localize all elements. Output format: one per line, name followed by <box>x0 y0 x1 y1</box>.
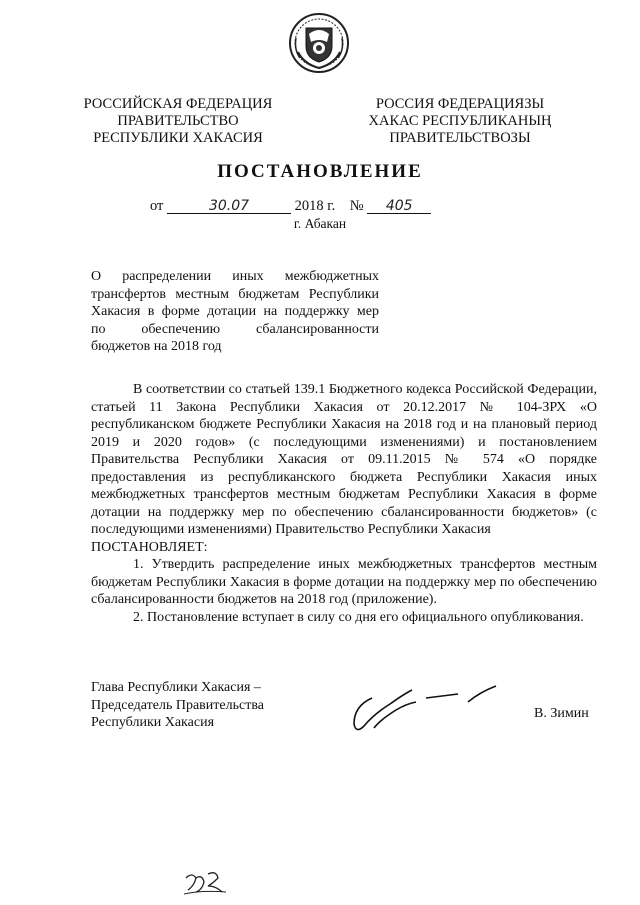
header-right-block <box>340 96 580 147</box>
subject-line: по обеспечению сбалансированности <box>91 321 379 337</box>
signatory-position <box>91 679 264 732</box>
document-body <box>91 381 597 626</box>
subject-line: бюджетов на 2018 год <box>91 339 222 354</box>
header-left-block <box>62 96 294 147</box>
year-text: 2018 г. <box>294 198 336 214</box>
number-sign: № <box>349 198 364 214</box>
document-title: ПОСТАНОВЛЕНИЕ <box>217 161 423 182</box>
handwritten-signature-icon <box>350 684 500 736</box>
preamble-paragraph: В соответствии со статьей 139.1 Бюджетного кодекса Российской Федерации, статьей 11 Закона Республики Хакасия от 20.12.2017 № 104-ЗРХ «О республиканском бюджете Республики Хакасия на 2018 год и на плановый период 2019 и 2020 годов» (с последующими изменениями) и постановлением Правительства Республики Хакасия от 09.11.2015 № 574 «О порядке предоставления из республиканского бюджета Республики Хакасия иных межбюджетных трансфертов местным бюджетам Республики Хакасия в форме дотации на поддержку мер по обеспечению сбалансированности бюджетов» (с последующими изменениями) Правительство Республики Хакасия <box>91 382 597 537</box>
handwritten-date: 30.07 <box>167 199 291 214</box>
document-subject <box>91 268 379 356</box>
resolves-keyword: ПОСТАНОВЛЯЕТ: <box>91 539 208 555</box>
handwritten-number: 405 <box>367 199 431 214</box>
subject-line: трансфертов местным бюджетам Республики <box>91 286 379 302</box>
header-right-line: ХАКАС РЕСПУБЛИКАНЫҢ <box>368 113 552 129</box>
coat-of-arms-emblem-icon <box>288 12 350 74</box>
date-number-line <box>150 198 510 215</box>
header-left-line: РЕСПУБЛИКИ ХАКАСИЯ <box>93 130 263 146</box>
signatory-position-line: Глава Республики Хакасия – <box>91 680 261 695</box>
subject-line: О распределении иных межбюджетных <box>91 269 379 284</box>
subject-line: Хакасия в форме дотации на поддержку мер <box>91 304 379 319</box>
signatory-position-line: Председатель Правительства <box>91 697 264 713</box>
date-prefix: от <box>150 198 164 214</box>
resolution-item-2: 2. Постановление вступает в силу со дня его официального опубликования. <box>133 609 584 625</box>
city-name: г. Абакан <box>293 216 347 231</box>
signatory-position-line: Республики Хакасия <box>91 715 215 730</box>
header-left-line: ПРАВИТЕЛЬСТВО <box>117 113 239 129</box>
handwritten-initials-icon <box>182 868 228 896</box>
header-right-line: ПРАВИТЕЛЬСТВОЗЫ <box>389 130 531 146</box>
resolution-item-1: 1. Утвердить распределение иных межбюджетных трансфертов местным бюджетам Республики Хакасия в форме дотации на поддержку мер по обеспечению сбалансированности бюджетов на 2018 год (приложение). <box>91 557 597 607</box>
header-right-line: РОССИЯ ФЕДЕРАЦИЯЗЫ <box>375 96 545 112</box>
signatory-name: В. Зимин <box>534 706 589 721</box>
header-left-line: РОССИЙСКАЯ ФЕДЕРАЦИЯ <box>83 96 273 112</box>
